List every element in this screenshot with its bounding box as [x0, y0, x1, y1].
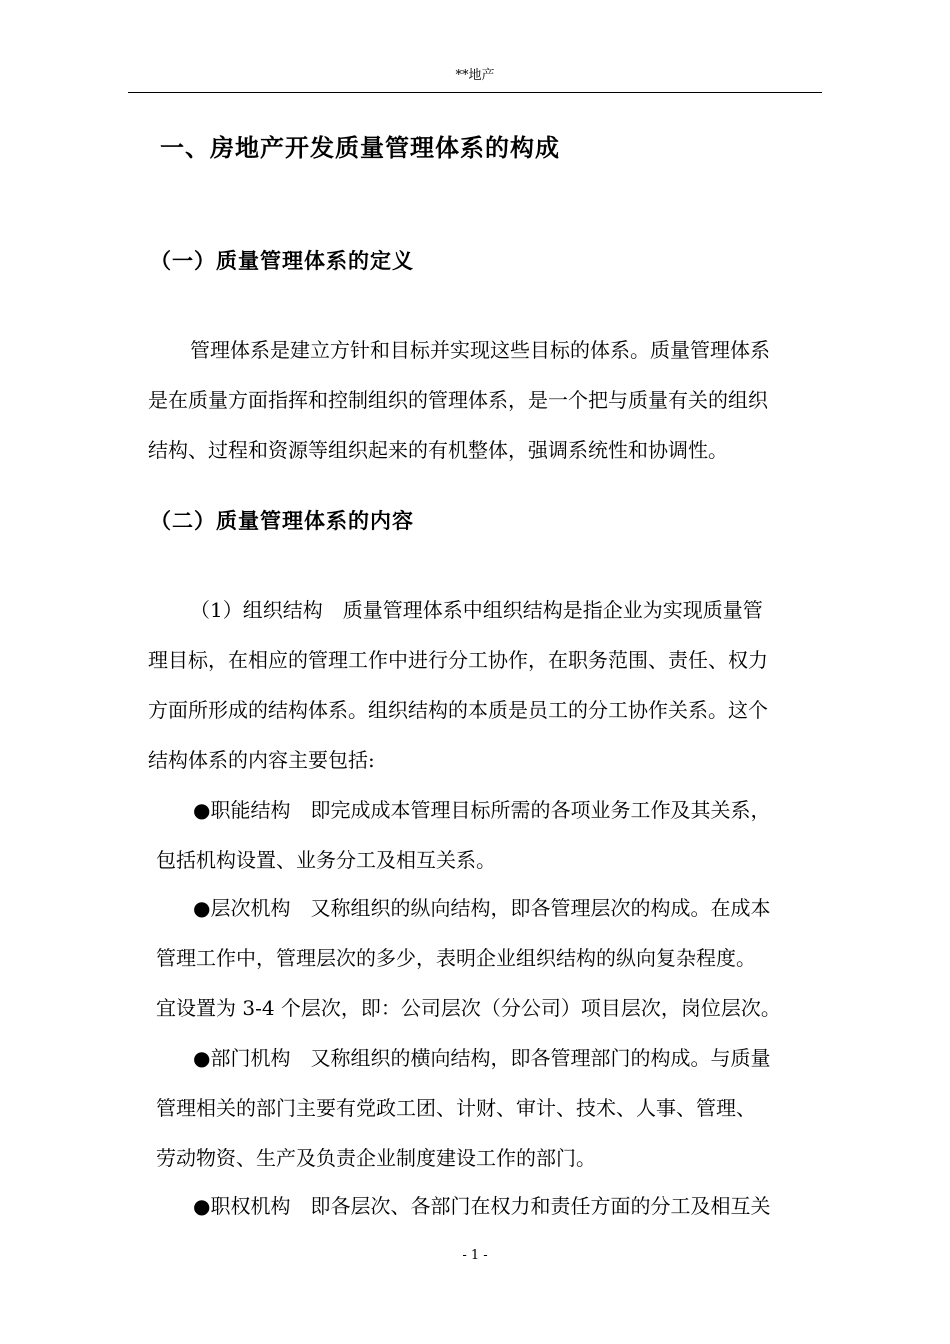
section-1-line-1: 管理体系是建立方针和目标并实现这些目标的体系。质量管理体系: [190, 338, 770, 362]
page-number: - 1 -: [462, 1248, 488, 1263]
bullet-hierarchy-structure-line-2: 管理工作中，管理层次的多少，表明企业组织结构的纵向复杂程度。: [156, 946, 756, 970]
section-1-title: （一）质量管理体系的定义: [150, 248, 414, 273]
main-heading: 一、房地产开发质量管理体系的构成: [160, 133, 560, 162]
page-header: **地产: [455, 68, 495, 83]
section-2-title: （二）质量管理体系的内容: [150, 508, 414, 533]
section-2-intro-line-2: 理目标，在相应的管理工作中进行分工协作，在职务范围、责任、权力: [148, 648, 768, 672]
section-1-line-3: 结构、过程和资源等组织起来的有机整体，强调系统性和协调性。: [148, 438, 728, 462]
section-2-intro-line-1: （1）组织结构 质量管理体系中组织结构是指企业为实现质量管: [190, 598, 763, 622]
bullet-functional-structure-line-2: 包括机构设置、业务分工及相互关系。: [156, 848, 496, 872]
bullet-department-structure-line-2: 管理相关的部门主要有党政工团、计财、审计、技术、人事、管理、: [156, 1096, 756, 1120]
bullet-department-structure-line-1: ●部门机构 又称组织的横向结构，即各管理部门的构成。与质量: [193, 1046, 771, 1070]
bullet-functional-structure-line-1: ●职能结构 即完成成本管理目标所需的各项业务工作及其关系，: [193, 798, 771, 822]
section-2-intro-line-4: 结构体系的内容主要包括:: [148, 748, 375, 772]
bullet-authority-structure-line-1: ●职权机构 即各层次、各部门在权力和责任方面的分工及相互关: [193, 1194, 771, 1218]
section-1-line-2: 是在质量方面指挥和控制组织的管理体系，是一个把与质量有关的组织: [148, 388, 768, 412]
bullet-department-structure-line-3: 劳动物资、生产及负责企业制度建设工作的部门。: [156, 1146, 596, 1170]
section-2-intro-line-3: 方面所形成的结构体系。组织结构的本质是员工的分工协作关系。这个: [148, 698, 768, 722]
bullet-hierarchy-structure-line-1: ●层次机构 又称组织的纵向结构，即各管理层次的构成。在成本: [193, 896, 771, 920]
header-rule: [128, 92, 822, 93]
bullet-hierarchy-structure-line-3: 宜设置为 3-4 个层次，即：公司层次（分公司）项目层次，岗位层次。: [156, 996, 781, 1020]
